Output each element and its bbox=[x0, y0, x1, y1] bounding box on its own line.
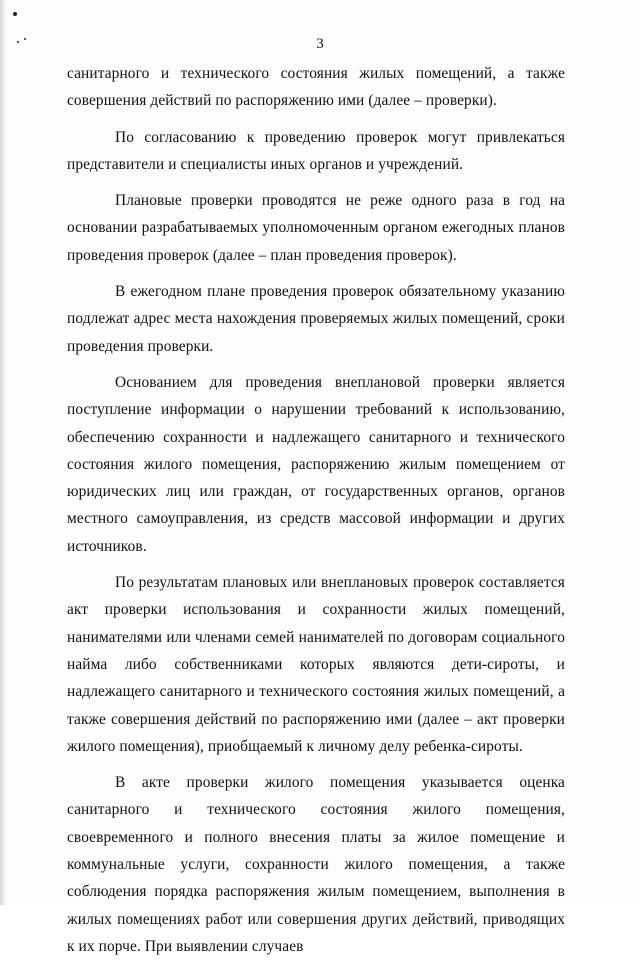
paragraph: По согласованию к проведению проверок могут привлекаться представители и специалисты иных органов и учреждений. bbox=[67, 128, 565, 173]
paragraph: В ежегодном плане проведения проверок обязательному указанию подлежат адрес места нахождения проверяемых жилых помещений, сроки проведения проверки. bbox=[67, 283, 565, 355]
paragraph: По результатам плановых или внеплановых проверок составляется акт проверки использования и сохранности жилых помещений, нанимателями или членами семей нанимателей по договорам социального найма либо собственниками которых являются дети-сироты, и надлежащего санитарного и технического состояния жилых помещений, а также совершения действий по распоряжению ими (далее – акт проверки жилого помещения), приобщаемый к личному делу ребенка-сироты. bbox=[67, 574, 565, 755]
paragraph: санитарного и технического состояния жилых помещений, а также совершения действий по распоряжению ими (далее – проверки). bbox=[67, 65, 565, 110]
scan-speck bbox=[13, 12, 17, 16]
document-body bbox=[67, 60, 565, 960]
page-number: 3 bbox=[316, 36, 324, 52]
paragraph: В акте проверки жилого помещения указывается оценка санитарного и технического состояния жилого помещения, своевременного и полного внесения платы за жилое помещение и коммунальные услуги, сохранности жилого помещения, а также соблюдения порядка распоряжения жилым помещением, выполнения в жилых помещениях работ или совершения других действий, приводящих к их порче. При выявлении случаев bbox=[67, 774, 565, 955]
scan-edge-shadow bbox=[0, 0, 5, 905]
paragraph: Основанием для проведения внеплановой проверки является поступление информации о нарушении требований к использованию, обеспечению сохранности и надлежащего санитарного и технического состояния жилого помещения, распоряжению жилым помещением от юридических лиц или граждан, от государственных органов, органов местного самоуправления, из средств массовой информации и других источников. bbox=[67, 373, 565, 555]
paragraph: Плановые проверки проводятся не реже одного раза в год на основании разрабатываемых уполномоченным органом ежегодных планов проведения проверок (далее – план проведения проверок). bbox=[67, 192, 565, 264]
